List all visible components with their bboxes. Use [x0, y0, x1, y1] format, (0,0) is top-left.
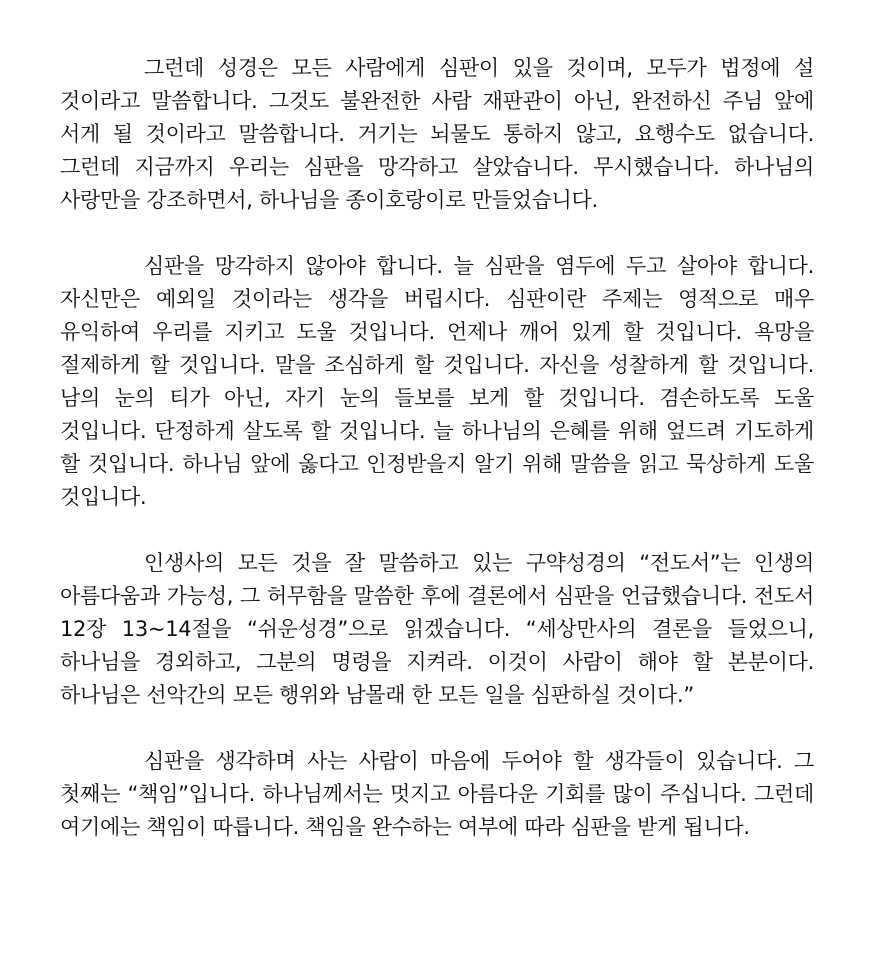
document-page — [60, 52, 814, 844]
paragraph-1: 그런데 성경은 모든 사람에게 심판이 있을 것이며, 모두가 법정에 설 것이라고 말씀합니다. 그것도 불완전한 사람 재판관이 아닌, 완전하신 주님 앞에 서게 될 것이라고 말씀합니다. 거기는 뇌물도 통하지 않고, 요행수도 없습니다. 그런데 지금까지 우리는 심판을 망각하고 살았습니다. 무시했습니다. 하나님의 사랑만을 강조하면서, 하나님을 종이호랑이로 만들었습니다. — [60, 56, 814, 212]
paragraph-3: 인생사의 모든 것을 잘 말씀하고 있는 구약성경의 “전도서”는 인생의 아름다움과 가능성, 그 허무함을 말씀한 후에 결론에서 심판을 언급했습니다. 전도서 12장 13~14절을 “쉬운성경”으로 읽겠습니다. “세상만사의 결론을 들었으니, 하나님을 경외하고, 그분의 명령을 지켜라. 이것이 사람이 해야 할 본분이다. 하나님은 선악간의 모든 행위와 남몰래 한 모든 일을 심판하실 것이다.” — [60, 551, 814, 707]
paragraph-4: 심판을 생각하며 사는 사람이 마음에 두어야 할 생각들이 있습니다. 그 첫째는 “책임”입니다. 하나님께서는 멋지고 아름다운 기회를 많이 주십니다. 그런데 여기에는 책임이 따릅니다. 책임을 완수하는 여부에 따라 심판을 받게 됩니다. — [60, 749, 814, 839]
paragraph-2: 심판을 망각하지 않아야 합니다. 늘 심판을 염두에 두고 살아야 합니다. 자신만은 예외일 것이라는 생각을 버립시다. 심판이란 주제는 영적으로 매우 유익하여 우리를 지키고 도울 것입니다. 언제나 깨어 있게 할 것입니다. 욕망을 절제하게 할 것입니다. 말을 조심하게 할 것입니다. 자신을 성찰하게 할 것입니다. 남의 눈의 티가 아닌, 자기 눈의 들보를 보게 할 것입니다. 겸손하도록 도울 것입니다. 단정하게 살도록 할 것입니다. 늘 하나님의 은혜를 위해 엎드려 기도하게 할 것입니다. 하나님 앞에 옳다고 인정받을지 알기 위해 말씀을 읽고 묵상하게 도울 것입니다. — [60, 254, 814, 509]
